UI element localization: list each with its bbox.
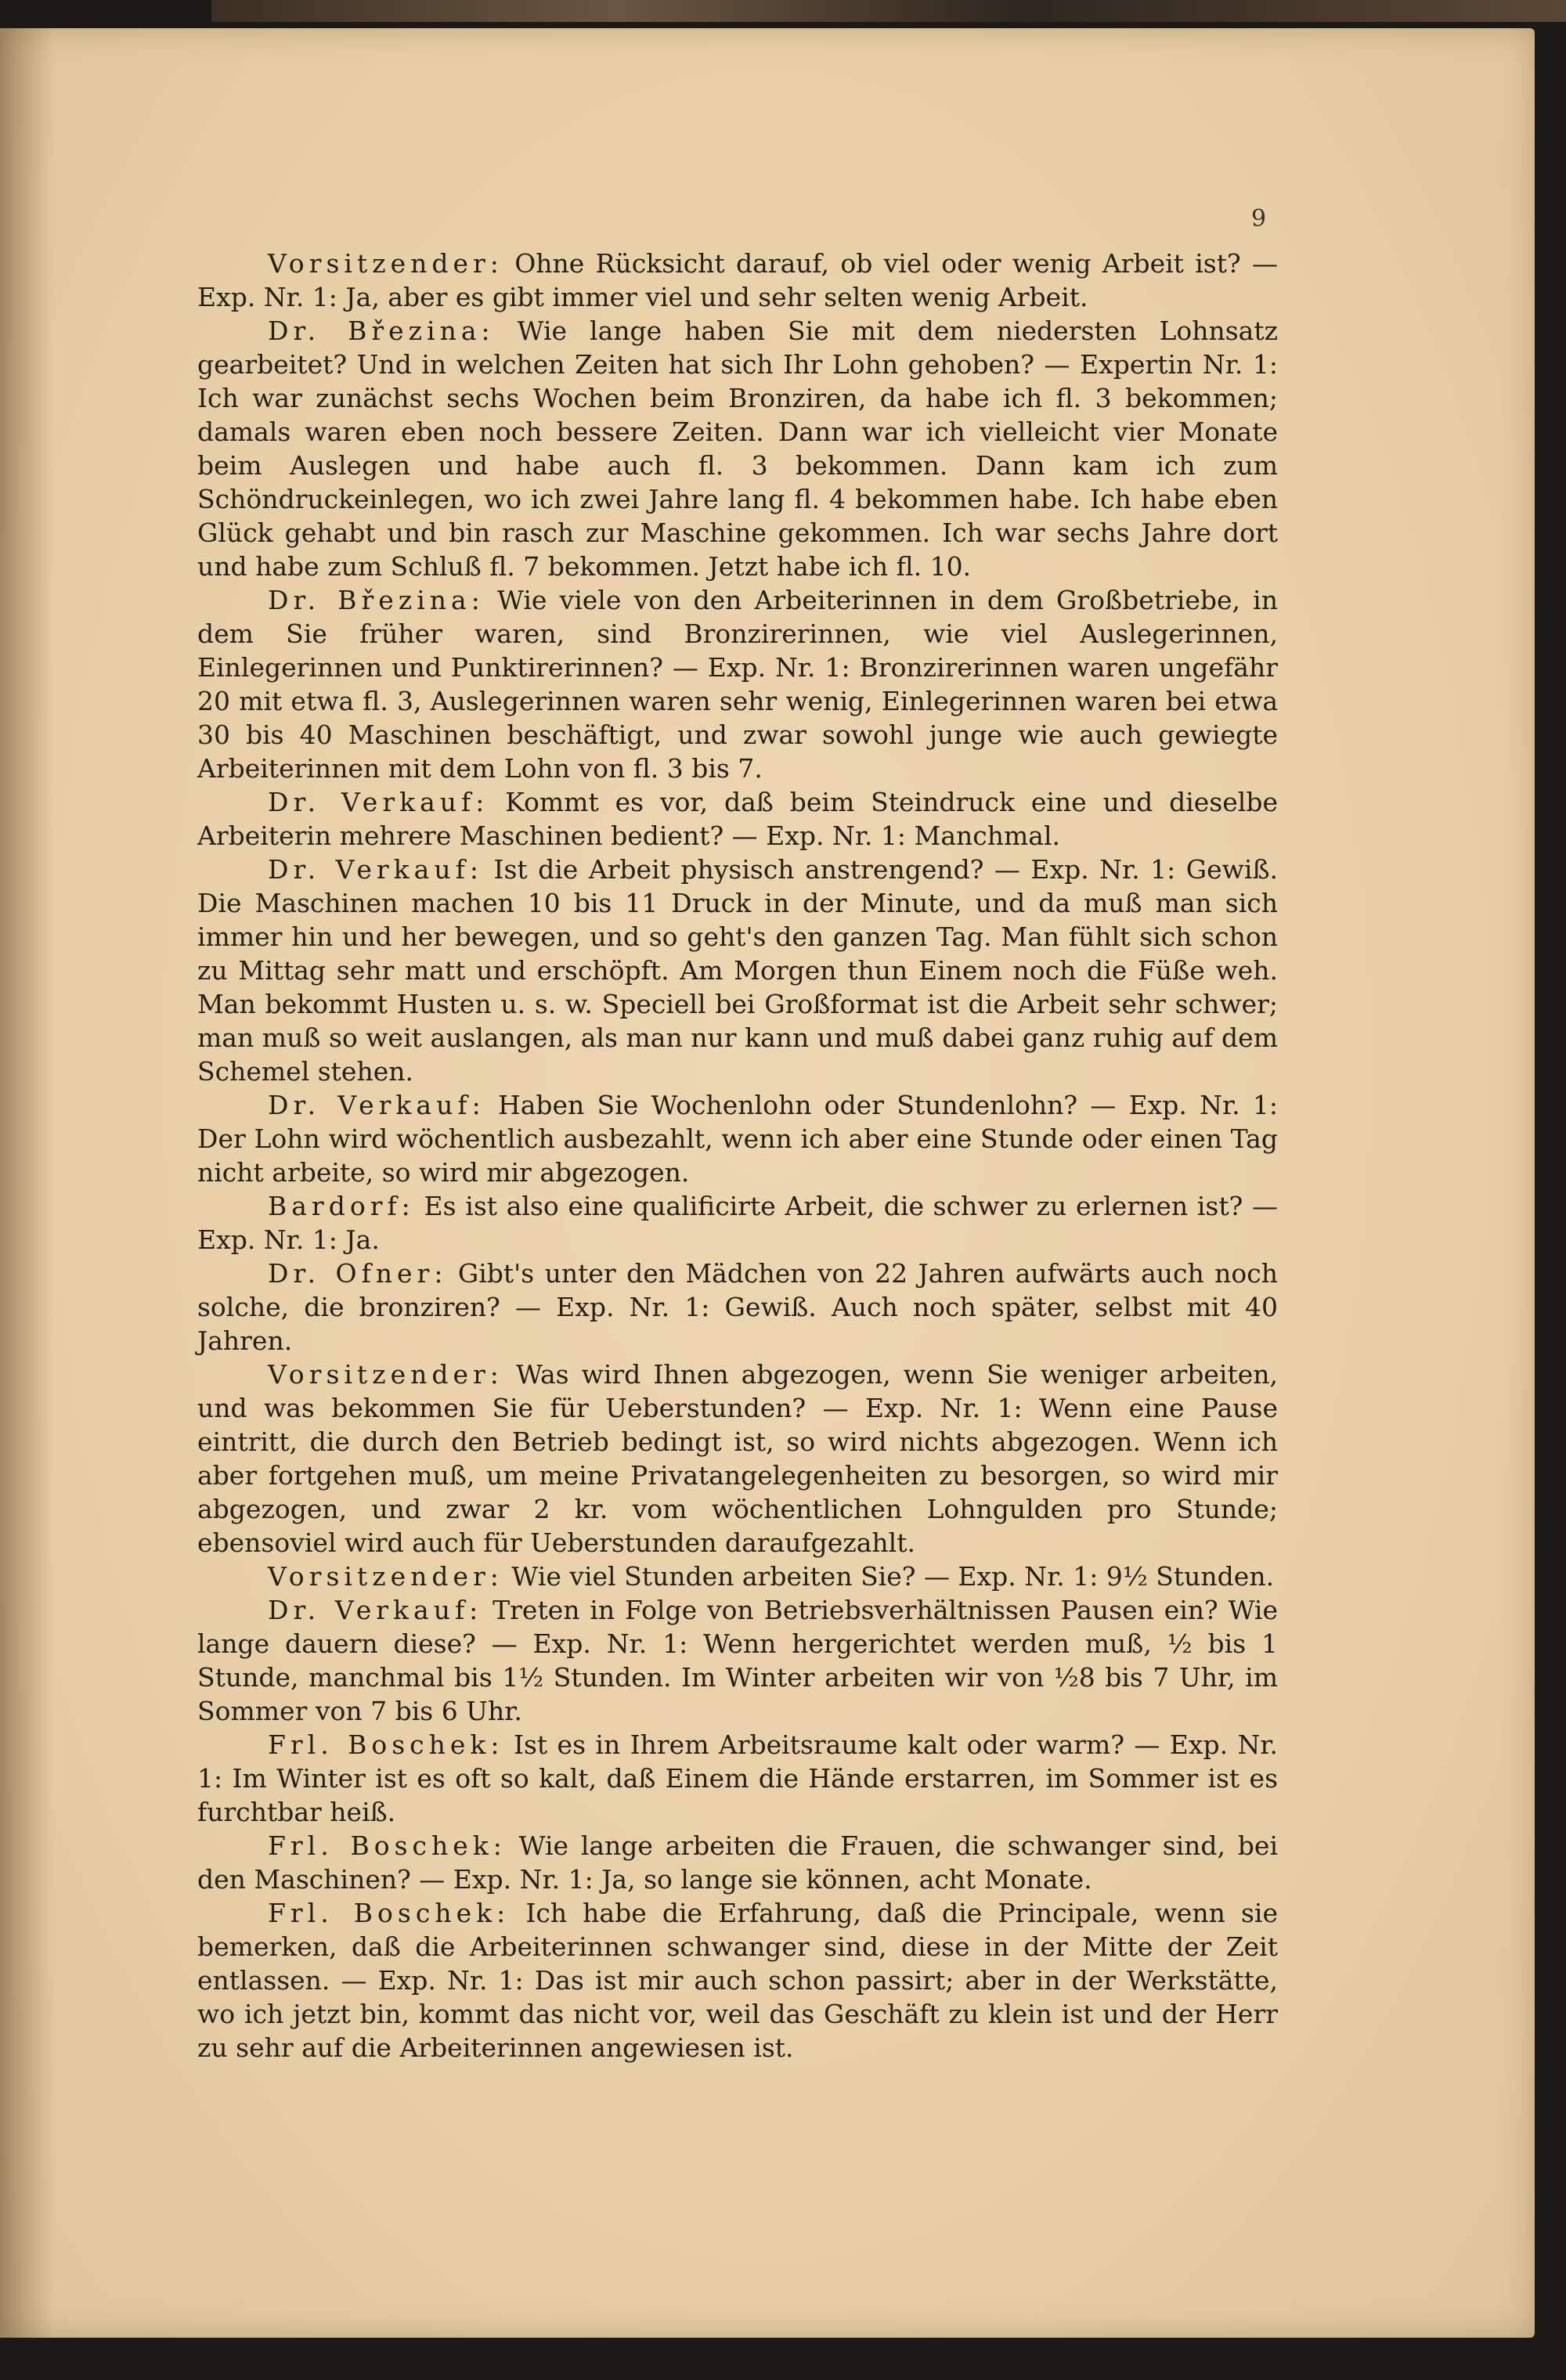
paragraph	[197, 1728, 1278, 1829]
speaker-label: Frl. Boschek:	[268, 1830, 507, 1861]
page-number: 9	[1251, 205, 1267, 233]
paragraph-text: Haben Sie Wochenlohn oder Stundenlohn? — Exp. Nr. 1: Der Lohn wird wöchentlich ausbezahlt, wenn ich aber eine Stunde oder einen Tag nicht arbeite, so wird mir abgezogen.	[197, 1090, 1278, 1188]
paragraph-text: Gibt's unter den Mädchen von 22 Jahren aufwärts auch noch solche, die bronziren? — Exp. Nr. 1: Gewiß. Auch noch später, selbst mit 40 Jahren.	[197, 1258, 1278, 1356]
speaker-label: Frl. Boschek:	[268, 1898, 511, 1928]
paragraph	[197, 785, 1278, 853]
speaker-label: Bardorf:	[268, 1191, 415, 1221]
speaker-label: Dr. Březina:	[268, 316, 495, 346]
paragraph	[197, 1088, 1278, 1189]
paragraph-text: Wie viel Stunden arbeiten Sie? — Exp. Nr. 1: 9½ Stunden.	[511, 1561, 1275, 1592]
paragraph-text: Wie lange haben Sie mit dem niedersten Lohnsatz gearbeitet? Und in welchen Zeiten hat sich Ihr Lohn gehoben? — Expertin Nr. 1: Ich war zunächst sechs Wochen beim Bronziren, da habe ich fl. 3 bekommen; damals waren eben noch bessere Zeiten. Dann war ich vielleicht vier Monate beim Auslegen und habe auch fl. 3 bekommen. Dann kam ich zum Schöndruckeinlegen, wo ich zwei Jahre lang fl. 4 bekommen habe. Ich habe eben Glück gehabt und bin rasch zur Maschine gekommen. Ich war sechs Jahre dort und habe zum Schluß fl. 7 bekommen. Jetzt habe ich fl. 10.	[197, 316, 1278, 582]
paragraph-text: Ist es in Ihrem Arbeitsraume kalt oder warm? — Exp. Nr. 1: Im Winter ist es oft so kalt, daß Einem die Hände erstarren, im Sommer ist es furchtbar heiß.	[197, 1729, 1278, 1827]
page-binding-shadow	[0, 28, 55, 2338]
paragraph	[197, 1896, 1278, 2064]
speaker-label: Dr. Verkauf:	[268, 1595, 483, 1625]
paragraph-text: Wie viele von den Arbeiterinnen in dem Großbetriebe, in dem Sie früher waren, sind Bronzirerinnen, wie viel Auslegerinnen, Einlegerinnen und Punktirerinnen? — Exp. Nr. 1: Bronzirerinnen waren ungefähr 20 mit etwa fl. 3, Auslegerinnen waren sehr wenig, Einlegerinnen waren bei etwa 30 bis 40 Maschinen beschäftigt, und zwar sowohl junge wie auch gewiegte Arbeiterinnen mit dem Lohn von fl. 3 bis 7.	[197, 585, 1278, 784]
paragraph	[197, 1560, 1278, 1593]
speaker-label: Vorsitzender:	[268, 248, 503, 279]
paragraph	[197, 1593, 1278, 1728]
paragraph	[197, 1189, 1278, 1257]
speaker-label: Dr. Verkauf:	[268, 854, 483, 885]
paragraph-text: Ist die Arbeit physisch anstrengend? — Exp. Nr. 1: Gewiß. Die Maschinen machen 10 bis 11 Druck in der Minute, und da muß man sich immer hin und her bewegen, und so geht's den ganzen Tag. Man fühlt sich schon zu Mittag sehr matt und erschöpft. Am Morgen thun Einem noch die Füße weh. Man bekommt Husten u. s. w. Speciell bei Großformat ist die Arbeit sehr schwer; man muß so weit auslangen, als man nur kann und muß dabei ganz ruhig auf dem Schemel stehen.	[197, 854, 1278, 1087]
speaker-label: Vorsitzender:	[268, 1359, 503, 1390]
paragraph	[197, 1358, 1278, 1560]
speaker-label: Dr. Verkauf:	[268, 1090, 485, 1120]
paragraph-text: Es ist also eine qualificirte Arbeit, die schwer zu erlernen ist? — Exp. Nr. 1: Ja.	[197, 1191, 1279, 1255]
paragraph	[197, 853, 1278, 1088]
paragraph-text: Kommt es vor, daß beim Steindruck eine und dieselbe Arbeiterin mehrere Maschinen bedient? — Exp. Nr. 1: Manchmal.	[197, 787, 1278, 851]
paragraph	[197, 583, 1278, 785]
paragraph	[197, 314, 1278, 583]
paragraph-text: Wie lange arbeiten die Frauen, die schwanger sind, bei den Maschinen? — Exp. Nr. 1: Ja, so lange sie können, acht Monate.	[197, 1830, 1278, 1895]
paragraph-text: Treten in Folge von Betriebsverhältnissen Pausen ein? Wie lange dauern diese? — Exp. Nr. 1: Wenn hergerichtet werden muß, ½ bis 1 Stunde, manchmal bis 1½ Stunden. Im Winter arbeiten wir von ½8 bis 7 Uhr, im Sommer von 7 bis 6 Uhr.	[197, 1595, 1278, 1726]
speaker-label: Dr. Březina:	[268, 585, 485, 615]
paragraph-text: Ohne Rücksicht darauf, ob viel oder wenig Arbeit ist? — Exp. Nr. 1: Ja, aber es gibt immer viel und sehr selten wenig Arbeit.	[197, 248, 1278, 312]
speaker-label: Vorsitzender:	[268, 1561, 503, 1592]
speaker-label: Frl. Boschek:	[268, 1729, 504, 1760]
paragraph	[197, 247, 1278, 314]
paragraph-text: Ich habe die Erfahrung, daß die Principale, wenn sie bemerken, daß die Arbeiterinnen schwanger sind, diese in der Mitte der Zeit entlassen. — Exp. Nr. 1: Das ist mir auch schon passirt; aber in der Werkstätte, wo ich jetzt bin, kommt das nicht vor, weil das Geschäft zu klein ist und der Herr zu sehr auf die Arbeiterinnen angewiesen ist.	[197, 1898, 1278, 2063]
transcript-body	[197, 247, 1278, 2064]
book-cover-edge	[211, 0, 1566, 22]
speaker-label: Dr. Verkauf:	[268, 787, 489, 817]
paragraph-text: Was wird Ihnen abgezogen, wenn Sie weniger arbeiten, und was bekommen Sie für Ueberstunden? — Exp. Nr. 1: Wenn eine Pause eintritt, die durch den Betrieb bedingt ist, so wird nichts abgezogen. Wenn ich aber fortgehen muß, um meine Privatangelegenheiten zu besorgen, so wird mir abgezogen, und zwar 2 kr. vom wöchentlichen Lohngulden pro Stunde; ebensoviel wird auch für Ueberstunden daraufgezahlt.	[197, 1359, 1278, 1558]
paragraph	[197, 1257, 1278, 1358]
paragraph	[197, 1829, 1278, 1896]
speaker-label: Dr. Ofner:	[268, 1258, 448, 1289]
